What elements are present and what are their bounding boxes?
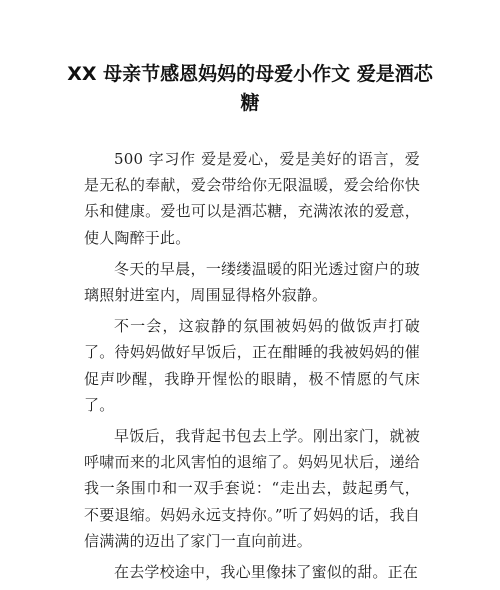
paragraph-3: 不一会，这寂静的氛围被妈妈的做饭声打破了。待妈妈做好早饭后，正在酣睡的我被妈妈的催促声吵醒，我睁开惺忪的眼睛，极不情愿的气床了。: [84, 317, 420, 414]
paragraph-4: 早饭后，我背起书包去上学。刚出家门，就被呼啸而来的北风害怕的退缩了。妈妈见状后，递给我一条围巾和一双手套说：“走出去，鼓起勇气，不要退缩。妈妈永远支持你。”听了妈妈的话，我自信满满的迈出了家门一直向前进。: [84, 427, 420, 550]
paragraph-5: 在去学校途中，我心里像抹了蜜似的甜。正在: [114, 563, 419, 582]
document-body: [84, 146, 420, 590]
paragraph-1: 500 字习作 爱是爱心，爱是美好的语言，爱是无私的奉献，爱会带给你无限温暖，爱会给你快乐和健康。爱也可以是酒芯糖，充满浓浓的爱意，使人陶醉于此。: [84, 150, 420, 247]
paragraph-2: 冬天的早晨，一缕缕温暖的阳光透过窗户的玻璃照射进室内，周围显得格外寂静。: [84, 259, 420, 305]
document-title: XX 母亲节感恩妈妈的母爱小作文 爱是酒芯糖: [67, 63, 433, 114]
